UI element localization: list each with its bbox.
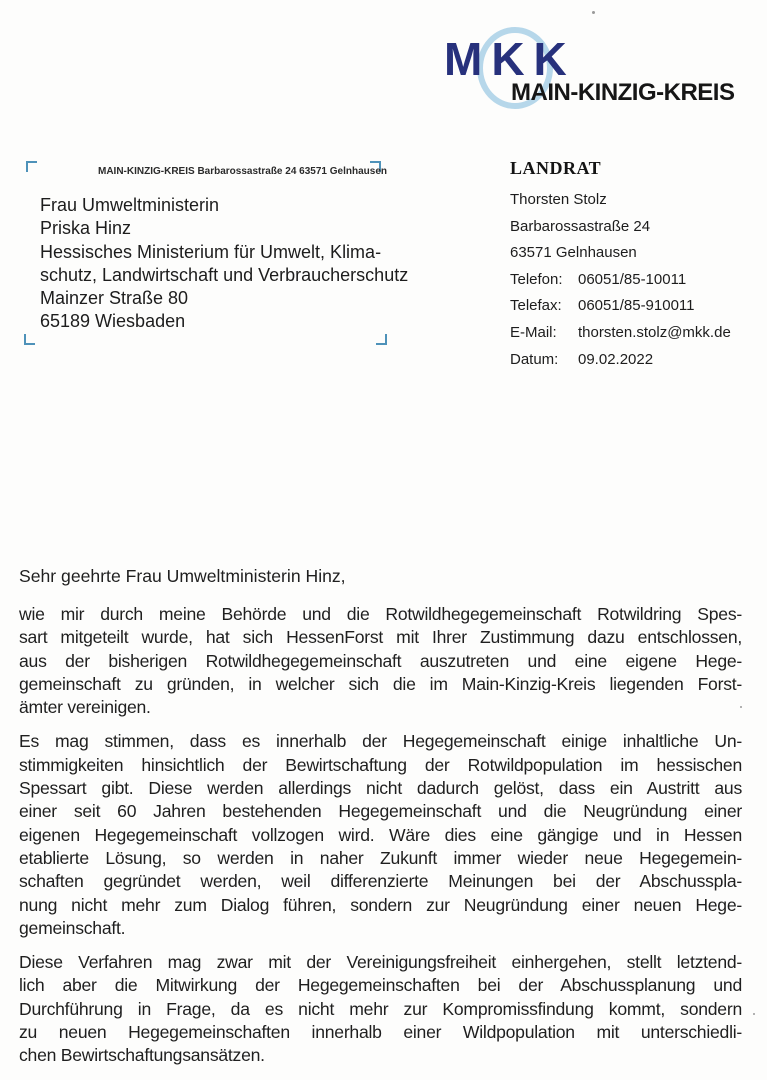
window-corner-bottom-right-icon: [376, 334, 387, 345]
recipient-address-block: [40, 194, 408, 334]
recipient-line: Priska Hinz: [40, 218, 132, 239]
contact-label: Telefax:: [510, 297, 562, 315]
contact-info-block: [510, 158, 731, 373]
salutation: Sehr geehrte Frau Umweltministerin Hinz,: [19, 566, 346, 586]
scan-speck: [592, 11, 595, 14]
paragraph-line: aus der bisherigen Rotwildhegegemeinschaft auszutreten und eine eigene Hege-: [19, 650, 742, 671]
paragraph-line: nung nicht mehr zum Dialog führen, sondern zur Neugründung einer neuen Hege-: [19, 894, 742, 915]
contact-row: [510, 293, 731, 320]
contact-row: [510, 320, 731, 347]
paragraph-line: eigenen Hegegemeinschaft vollzogen wird. Wäre dies eine gängige und in Hessen: [19, 824, 742, 845]
paragraph-line: wie mir durch meine Behörde und die Rotwildhegegemeinschaft Rotwildring Spes-: [19, 604, 742, 624]
recipient-line: schutz, Landwirtschaft und Verbraucherschutz: [40, 264, 409, 285]
sender-return-address: MAIN-KINZIG-KREIS Barbarossastraße 24 63571 Gelnhausen: [98, 166, 387, 177]
contact-value: Thorsten Stolz: [510, 191, 607, 208]
contact-value: 06051/85-910011: [578, 297, 695, 315]
recipient-line: Mainzer Straße 80: [40, 288, 189, 309]
contact-value: 63571 Gelnhausen: [510, 244, 637, 262]
contact-value: thorsten.stolz@mkk.de: [578, 323, 731, 341]
contact-label: Telefon:: [510, 270, 563, 288]
window-corner-top-left-icon: [26, 161, 37, 172]
contact-row: [510, 187, 731, 214]
paragraph-line: stimmigkeiten hinsichtlich der Bewirtschaftung der Rotwildpopulation im hessischen: [19, 754, 742, 775]
paragraph-line: einer seit 60 Jahren bestehenden Hegegemeinschaft und die Neugründung einer: [19, 801, 742, 822]
contact-row: [510, 214, 731, 241]
window-corner-bottom-left-icon: [24, 334, 35, 345]
contact-rows: [510, 187, 731, 373]
recipient-line: Hessisches Ministerium für Umwelt, Klima-: [40, 241, 382, 262]
paragraph-line: chen Bewirtschaftungsansätzen.: [19, 1045, 265, 1066]
logo-acronym: MKK: [444, 33, 576, 85]
contact-row: [510, 267, 731, 294]
contact-value: 06051/85-10011: [578, 270, 687, 288]
paragraph-line: zu neuen Hegegemeinschaften innerhalb einer Wildpopulation mit unterschiedli-: [19, 1022, 742, 1043]
contact-row: [510, 347, 731, 374]
paragraph-line: gemeinschaft zu gründen, in welcher sich die im Main-Kinzig-Kreis liegenden Forst-: [19, 673, 742, 694]
contact-label: Datum:: [510, 350, 559, 368]
letter-body: [19, 603, 742, 1079]
recipient-line: 65189 Wiesbaden: [40, 311, 186, 332]
paragraph: [19, 951, 742, 1067]
recipient-line: Frau Umweltministerin: [40, 195, 220, 215]
logo-wordmark: MAIN-KINZIG-KREIS: [511, 79, 735, 106]
scan-speck: [740, 706, 742, 708]
paragraph-line: Durchführung in Frage, da es nicht mehr zur Kompromissfindung kommt, sondern: [19, 998, 742, 1019]
scan-speck: [753, 1013, 755, 1015]
paragraph-line: lich aber die Mitwirkung der Hegegemeinschaften bei der Abschussplanung und: [19, 975, 742, 996]
paragraph: [19, 603, 742, 719]
contact-value: 09.02.2022: [578, 350, 654, 368]
contact-label: E-Mail:: [510, 323, 557, 341]
contact-row: [510, 240, 731, 267]
paragraph-line: gemeinschaft.: [19, 917, 126, 938]
paragraph: [19, 730, 742, 940]
paragraph-line: schaften gegründet werden, weil differenzierte Meinungen bei der Abschusspla-: [19, 871, 742, 892]
paragraph-line: Spessart gibt. Diese werden allerdings nicht dadurch gelöst, dass ein Austritt aus: [19, 778, 742, 799]
paragraph-line: sart mitgeteilt wurde, hat sich HessenForst mit Ihrer Zustimmung dazu entschlossen,: [19, 627, 742, 648]
paragraph-line: Diese Verfahren mag zwar mit der Vereinigungsfreiheit einhergehen, stellt letztend-: [19, 952, 742, 973]
contact-value: Barbarossastraße 24: [510, 217, 651, 235]
paragraph-line: etablierte Lösung, so werden in naher Zukunft immer wieder neue Hegegemein-: [19, 847, 742, 868]
landrat-title: LANDRAT: [510, 158, 602, 178]
paragraph-line: ämter vereinigen.: [19, 697, 151, 718]
paragraph-line: Es mag stimmen, dass es innerhalb der Hegegemeinschaft einige inhaltliche Un-: [19, 731, 742, 752]
